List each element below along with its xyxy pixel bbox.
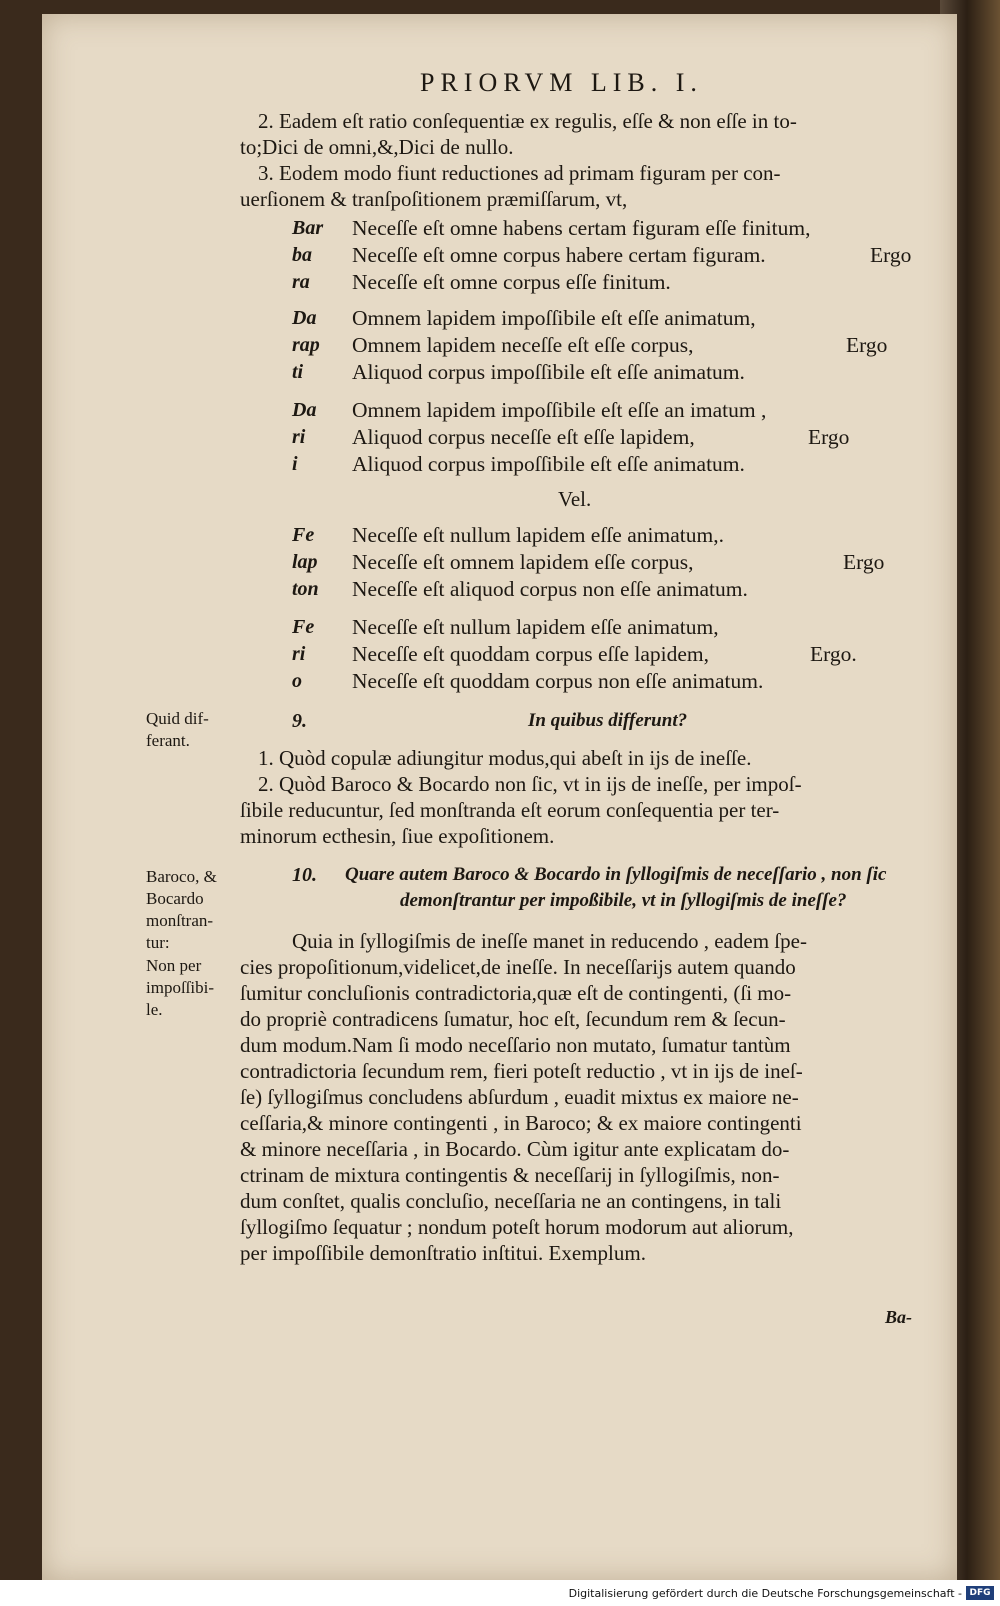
premise: Omnem lapidem impoſſibile eſt eſſe animatum, xyxy=(352,306,756,330)
answer-line: & minore neceſſaria , in Bocardo. Cùm igitur ante explicatam do- xyxy=(240,1137,790,1161)
mode-term: ra xyxy=(292,271,310,293)
dfg-logo: DFG xyxy=(966,1586,994,1600)
mode-term: i xyxy=(292,453,298,475)
margin-note: Quid dif- xyxy=(146,709,209,728)
ergo-word: Ergo xyxy=(843,550,885,574)
answer-line: per impoſſibile demonſtratio inſtitui. Exemplum. xyxy=(240,1241,646,1265)
answer-line: ſumitur concluſionis contradictoria,quæ eſt de contingenti, (ſi mo- xyxy=(240,981,792,1005)
vel-word: Vel. xyxy=(558,487,592,511)
premise: Neceſſe eſt omnem lapidem eſſe corpus, xyxy=(352,550,694,574)
answer-line: ſyllogiſmo ſequatur ; nondum poteſt horum modorum aut aliorum, xyxy=(240,1215,794,1239)
catchword: Ba- xyxy=(885,1307,912,1327)
question-heading: demonſtrantur per impoßibile, vt in ſyllogiſmis de ineſſe? xyxy=(400,890,847,911)
intro-line: 3. Eodem modo fiunt reductiones ad primam figuram per con- xyxy=(258,161,781,185)
premise: Aliquod corpus impoſſibile eſt eſſe animatum. xyxy=(352,452,745,476)
margin-note: Baroco, & xyxy=(146,867,217,886)
margin-note: impoſſibi- xyxy=(146,978,214,997)
premise: Neceſſe eſt aliquod corpus non eſſe animatum. xyxy=(352,577,748,601)
premise: Neceſſe eſt nullum lapidem eſſe animatum,. xyxy=(352,523,724,547)
margin-note: monſtran- xyxy=(146,911,214,930)
premise: Aliquod corpus impoſſibile eſt eſſe animatum. xyxy=(352,360,745,384)
answer-line: ſibile reducuntur, ſed monſtranda eſt eorum conſequentia per ter- xyxy=(240,798,780,822)
margin-note: ferant. xyxy=(146,731,190,750)
answer-line: 2. Quòd Baroco & Bocardo non ſic, vt in ijs de ineſſe, per impoſ- xyxy=(258,772,802,796)
question-number: 10. xyxy=(292,864,317,886)
ergo-word: Ergo xyxy=(846,333,888,357)
mode-term: Da xyxy=(292,399,317,421)
answer-line: ceſſaria,& minore contingenti , in Baroco; & ex maiore contingenti xyxy=(240,1111,802,1135)
mode-term: Bar xyxy=(292,217,324,239)
premise: Omnem lapidem neceſſe eſt eſſe corpus, xyxy=(352,333,694,357)
premise: Neceſſe eſt omne corpus eſſe finitum. xyxy=(352,270,671,294)
running-header: PRIORVM LIB. I. xyxy=(420,68,703,97)
answer-line: ſe) ſyllogiſmus concludens abſurdum , euadit mixtus ex maiore ne- xyxy=(240,1085,799,1109)
answer-line: cies propoſitionum,videlicet,de ineſſe. In neceſſarijs autem quando xyxy=(240,955,796,979)
mode-term: ti xyxy=(292,361,304,383)
ergo-word: Ergo. xyxy=(810,642,857,666)
premise: Neceſſe eſt nullum lapidem eſſe animatum, xyxy=(352,615,719,639)
ergo-word: Ergo xyxy=(808,425,850,449)
answer-line: Quia in ſyllogiſmis de ineſſe manet in reducendo , eadem ſpe- xyxy=(292,929,807,953)
premise: Aliquod corpus neceſſe eſt eſſe lapidem, xyxy=(352,425,695,449)
mode-term: ba xyxy=(292,244,312,266)
answer-line: dum conſtet, qualis concluſio, neceſſaria ne an contingens, in tali xyxy=(240,1189,782,1213)
ergo-word: Ergo xyxy=(870,243,912,267)
mode-term: Fe xyxy=(292,616,315,638)
answer-line: do propriè contradicens ſumatur, hoc eſt, ſecundum rem & ſecun- xyxy=(240,1007,786,1031)
digitization-credit: Digitalisierung gefördert durch die Deutsche Forschungsgemeinschaft - xyxy=(568,1587,962,1600)
margin-note: Bocardo xyxy=(146,889,204,908)
premise: Neceſſe eſt quoddam corpus non eſſe animatum. xyxy=(352,669,764,693)
mode-term: o xyxy=(292,670,302,692)
margin-note: le. xyxy=(146,1000,163,1019)
answer-line: contradictoria ſecundum rem, fieri poteſt reductio , vt in ijs de ineſ- xyxy=(240,1059,803,1083)
answer-line: dum modum.Nam ſi modo neceſſario non mutato, ſumatur tantùm xyxy=(240,1033,791,1057)
premise: Neceſſe eſt quoddam corpus eſſe lapidem, xyxy=(352,642,710,666)
question-heading: In quibus differunt? xyxy=(528,710,688,731)
question-number: 9. xyxy=(292,710,307,732)
margin-note: Non per xyxy=(146,956,202,975)
mode-term: Da xyxy=(292,307,317,329)
question-heading: Quare autem Baroco & Bocardo in ſyllogiſmis de neceſſario , non ſic xyxy=(345,864,887,885)
mode-term: ton xyxy=(292,578,319,600)
answer-line: minorum ecthesin, ſiue expoſitionem. xyxy=(240,824,555,848)
premise: Neceſſe eſt omne habens certam figuram eſſe finitum, xyxy=(352,216,811,240)
mode-term: rap xyxy=(292,334,320,356)
mode-term: ri xyxy=(292,643,306,665)
answer-line: 1. Quòd copulæ adiungitur modus,qui abeſt in ijs de ineſſe. xyxy=(258,746,752,770)
mode-term: lap xyxy=(292,551,318,573)
intro-line: 2. Eadem eſt ratio conſequentiæ ex regulis, eſſe & non eſſe in to- xyxy=(258,109,797,133)
premise: Neceſſe eſt omne corpus habere certam figuram. xyxy=(352,243,766,267)
margin-note: tur: xyxy=(146,933,170,952)
answer-line: ctrinam de mixtura contingentis & neceſſarij in ſyllogiſmis, non- xyxy=(240,1163,780,1187)
mode-term: ri xyxy=(292,426,306,448)
mode-term: Fe xyxy=(292,524,315,546)
intro-line: uerſionem & tranſpoſitionem præmiſſarum, vt, xyxy=(240,187,628,211)
intro-line: to;Dici de omni,&,Dici de nullo. xyxy=(240,135,514,159)
premise: Omnem lapidem impoſſibile eſt eſſe an imatum , xyxy=(352,398,767,422)
